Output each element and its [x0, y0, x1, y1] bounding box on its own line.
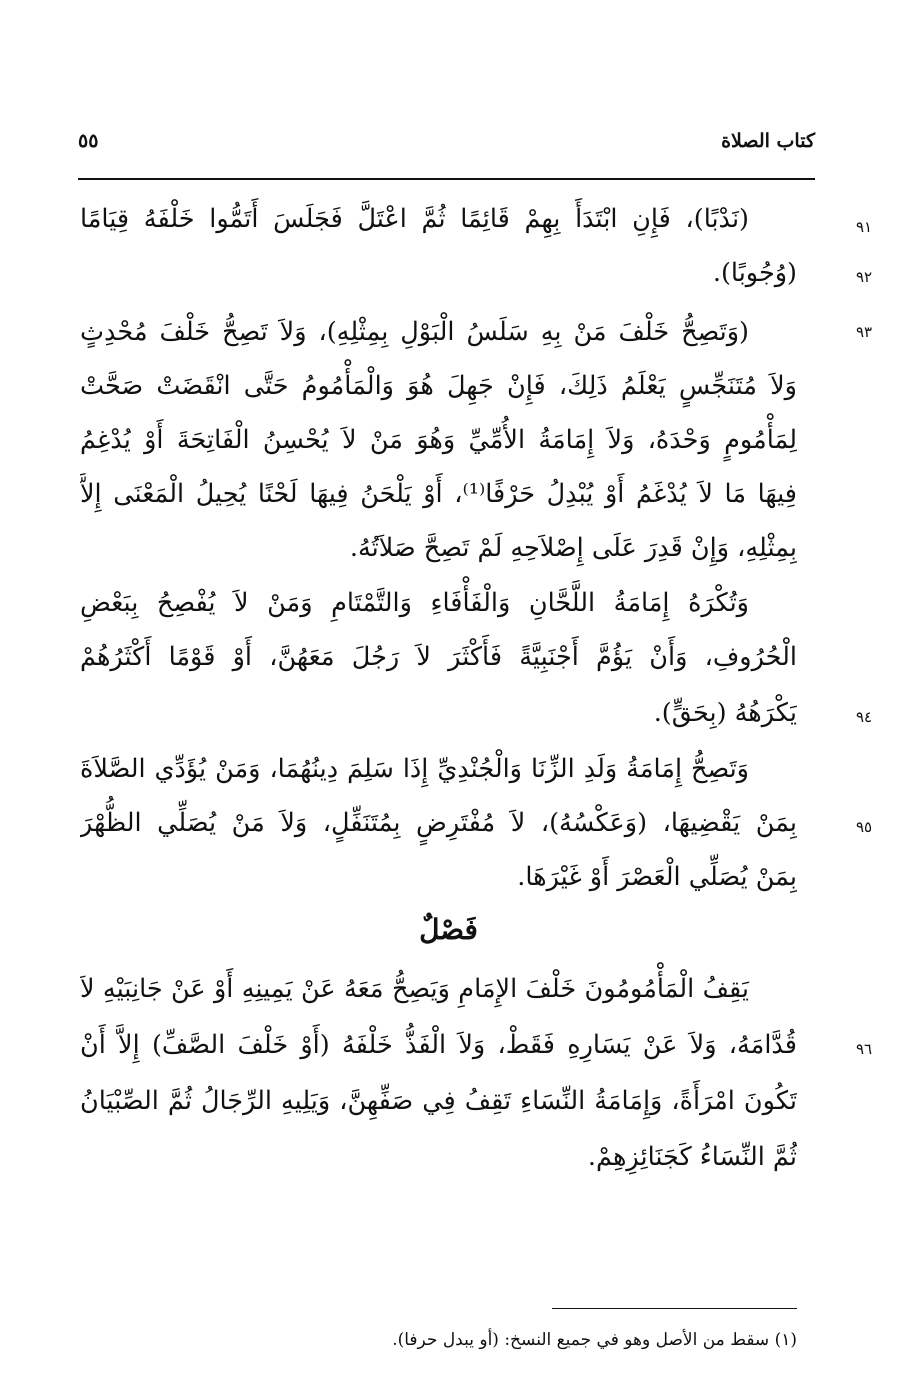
text-line-17: ثُمَّ النِّسَاءُ كَجَنَائِزِهِمْ. [587, 1142, 797, 1172]
text-line-12: بِمَنْ يَقْضِيهَا، (وَعَكْسُهُ)، لاَ مُفْتَرِضٍ بِمُتَنَفِّلٍ، وَلاَ مَنْ يُصَلِّي الظُّهْرَ [80, 808, 797, 838]
text-line-9: الْحُرُوفِ، وَأَنْ يَؤُمَّ أَجْنَبِيَّةً فَأَكْثَرَ لاَ رَجُلَ مَعَهُنَّ، أَوْ قَوْمًا أَكْثَرُهُمْ [80, 642, 797, 672]
book-section-title: كتاب الصلاة [721, 130, 815, 152]
text-line-2: (وُجُوبًا). [712, 258, 797, 288]
page-number: ٥٥ [78, 130, 99, 152]
line-number-9 [848, 630, 880, 684]
text-line-5: لِمَأْمُومٍ وَحْدَهُ، وَلاَ إِمَامَةُ الأُمِّيِّ وَهُوَ مَنْ لاَ يُحْسِنُ الْفَاتِحَةَ أَوْ يُدْغِمُ [80, 425, 797, 455]
header-divider [78, 178, 815, 180]
text-line-4: وَلاَ مُتَنَجِّسٍ يَعْلَمُ ذَلِكَ، فَإِنْ جَهِلَ هُوَ وَالْمَأْمُومُ حَتَّى انْقَضَتْ صَحَّتْ [80, 371, 797, 401]
line-number-2: ٩٢ [855, 268, 873, 286]
text-line-6: فِيهَا مَا لاَ يُدْغَمُ أَوْ يُبْدِلُ حَرْفًا⁽¹⁾، أَوْ يَلْحَنُ فِيهَا لَحْنًا يُحِيلُ الْمَعْنَى إِلاَّ [80, 479, 797, 509]
text-line-16: تَكُونَ امْرَأَةً، وَإِمَامَةُ النِّسَاءِ تَقِفُ فِي صَفِّهِنَّ، وَيَلِيهِ الرِّجَالُ ثُمَّ الصِّبْيَانُ [80, 1086, 797, 1116]
footnote: (١) سقط من الأصل وهو في جميع النسخ: (أو يبدل حرفا). [392, 1330, 797, 1350]
line-number-8 [848, 576, 880, 630]
line-number-15: ٩٦ [855, 1040, 873, 1058]
text-line-1: (نَدْبًا)، فَإِنِ ابْتَدَأَ بِهِمْ قَائِمًا ثُمَّ اعْتَلَّ فَجَلَسَ أَتَمُّوا خَلْفَهُ قِيَامًا [80, 204, 749, 234]
line-number-13 [848, 850, 880, 904]
text-line-14: يَقِفُ الْمَأْمُومُونَ خَلْفَ الإِمَامِ وَيَصِحُّ مَعَهُ عَنْ يَمِينِهِ أَوْ عَنْ جَانِبَيْهِ لاَ [80, 974, 749, 1004]
line-number-10: ٩٤ [855, 708, 873, 726]
line-number-11 [848, 742, 880, 796]
text-line-8: وَتُكْرَهُ إِمَامَةُ اللَّحَّانِ وَالْفَأْفَاءِ وَالتَّمْتَامِ وَمَنْ لاَ يُفْصِحُ بِبَعْضِ [80, 588, 749, 618]
line-number-12: ٩٥ [855, 818, 873, 836]
footnote-divider [552, 1308, 797, 1309]
line-number-5 [848, 413, 880, 467]
line-number-14 [848, 962, 880, 1016]
text-line-11: وَتَصِحُّ إِمَامَةُ وَلَدِ الزِّنَا وَالْجُنْدِيِّ إِذَا سَلِمَ دِينُهُمَا، وَمَنْ يُؤَدِّي الصَّلاَةَ [80, 754, 749, 784]
line-number-16 [848, 1074, 880, 1128]
text-line-7: بِمِثْلِهِ، وَإِنْ قَدِرَ عَلَى إِصْلاَحِهِ لَمْ تَصِحَّ صَلاَتُهُ. [349, 533, 797, 563]
line-number-17 [848, 1130, 880, 1184]
text-line-13: بِمَنْ يُصَلِّي الْعَصْرَ أَوْ غَيْرَهَا. [517, 862, 797, 892]
line-number-6 [848, 467, 880, 521]
line-number-3: ٩٣ [855, 323, 873, 341]
text-line-15: قُدَّامَهُ، وَلاَ عَنْ يَسَارِهِ فَقَطْ، وَلاَ الْفَذُّ خَلْفَهُ (أَوْ خَلْفَ الصَّفِّ) إِلاَّ أَنْ [80, 1030, 797, 1060]
section-heading: فَصْلٌ [419, 913, 478, 946]
text-line-10: يَكْرَهُهُ (بِحَقٍّ). [653, 698, 797, 728]
line-number-7 [848, 521, 880, 575]
line-number-1: ٩١ [855, 218, 873, 236]
line-number-4 [848, 359, 880, 413]
text-line-3: (وَتَصِحُّ خَلْفَ مَنْ بِهِ سَلَسُ الْبَوْلِ بِمِثْلِهِ)، وَلاَ تَصِحُّ خَلْفَ مُحْدِثٍ [80, 317, 749, 347]
page-header [78, 130, 815, 166]
